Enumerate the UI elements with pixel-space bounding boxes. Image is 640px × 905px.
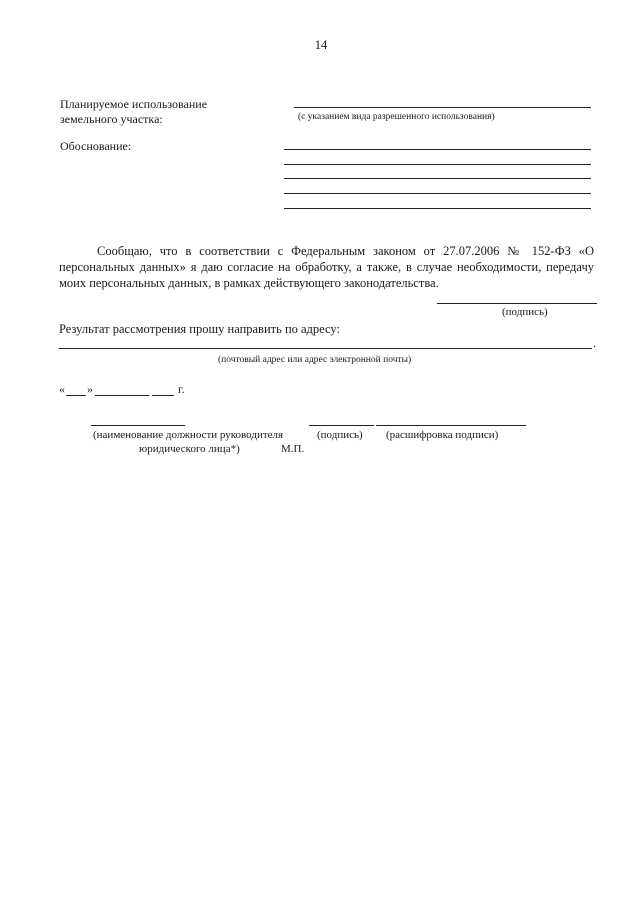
- applicant-signature-hint: (подпись): [502, 306, 548, 318]
- position-hint-line2: юридического лица*): [139, 443, 240, 455]
- address-hint: (почтовый адрес или адрес электронной почты): [218, 355, 412, 365]
- result-label: Результат рассмотрения прошу направить по адресу:: [59, 322, 340, 336]
- date-quote-open: «: [59, 382, 65, 396]
- land-use-hint: (с указанием вида разрешенного использования): [298, 112, 495, 122]
- date-quote-close: »: [87, 382, 93, 396]
- address-line-end: .: [593, 336, 596, 350]
- address-input-line[interactable]: [59, 348, 592, 349]
- decoding-line[interactable]: [376, 425, 526, 426]
- date-year-line[interactable]: [152, 395, 174, 396]
- stamp-label: М.П.: [281, 443, 305, 455]
- applicant-signature-line[interactable]: [437, 303, 597, 304]
- justification-label: Обоснование:: [60, 139, 132, 153]
- signature-line[interactable]: [309, 425, 374, 426]
- position-hint-line1: (наименование должности руководителя: [93, 429, 284, 441]
- page-number: 14: [314, 38, 328, 52]
- justification-line-3[interactable]: [284, 178, 591, 179]
- justification-line-2[interactable]: [284, 164, 591, 165]
- justification-line-4[interactable]: [284, 193, 591, 194]
- land-use-label-line1: Планируемое использование: [60, 97, 208, 111]
- consent-paragraph: Сообщаю, что в соответствии с Федеральным законом от 27.07.2006 № 152-ФЗ «О персональных данных» я даю согласие на обработку, а также, в случае необходимости, передачу моих персональных данных, в рамках действующего законодательства.: [59, 244, 594, 290]
- decoding-hint: (расшифровка подписи): [386, 429, 499, 441]
- date-day-line[interactable]: [66, 395, 86, 396]
- land-use-label-line2: земельного участка:: [60, 112, 163, 126]
- justification-line-1[interactable]: [284, 149, 591, 150]
- justification-line-5[interactable]: [284, 208, 591, 209]
- signature-hint: (подпись): [317, 429, 363, 441]
- land-use-input-line[interactable]: [294, 107, 591, 108]
- date-month-line[interactable]: [95, 395, 149, 396]
- position-line[interactable]: [91, 425, 185, 426]
- date-year-suffix: г.: [178, 382, 185, 396]
